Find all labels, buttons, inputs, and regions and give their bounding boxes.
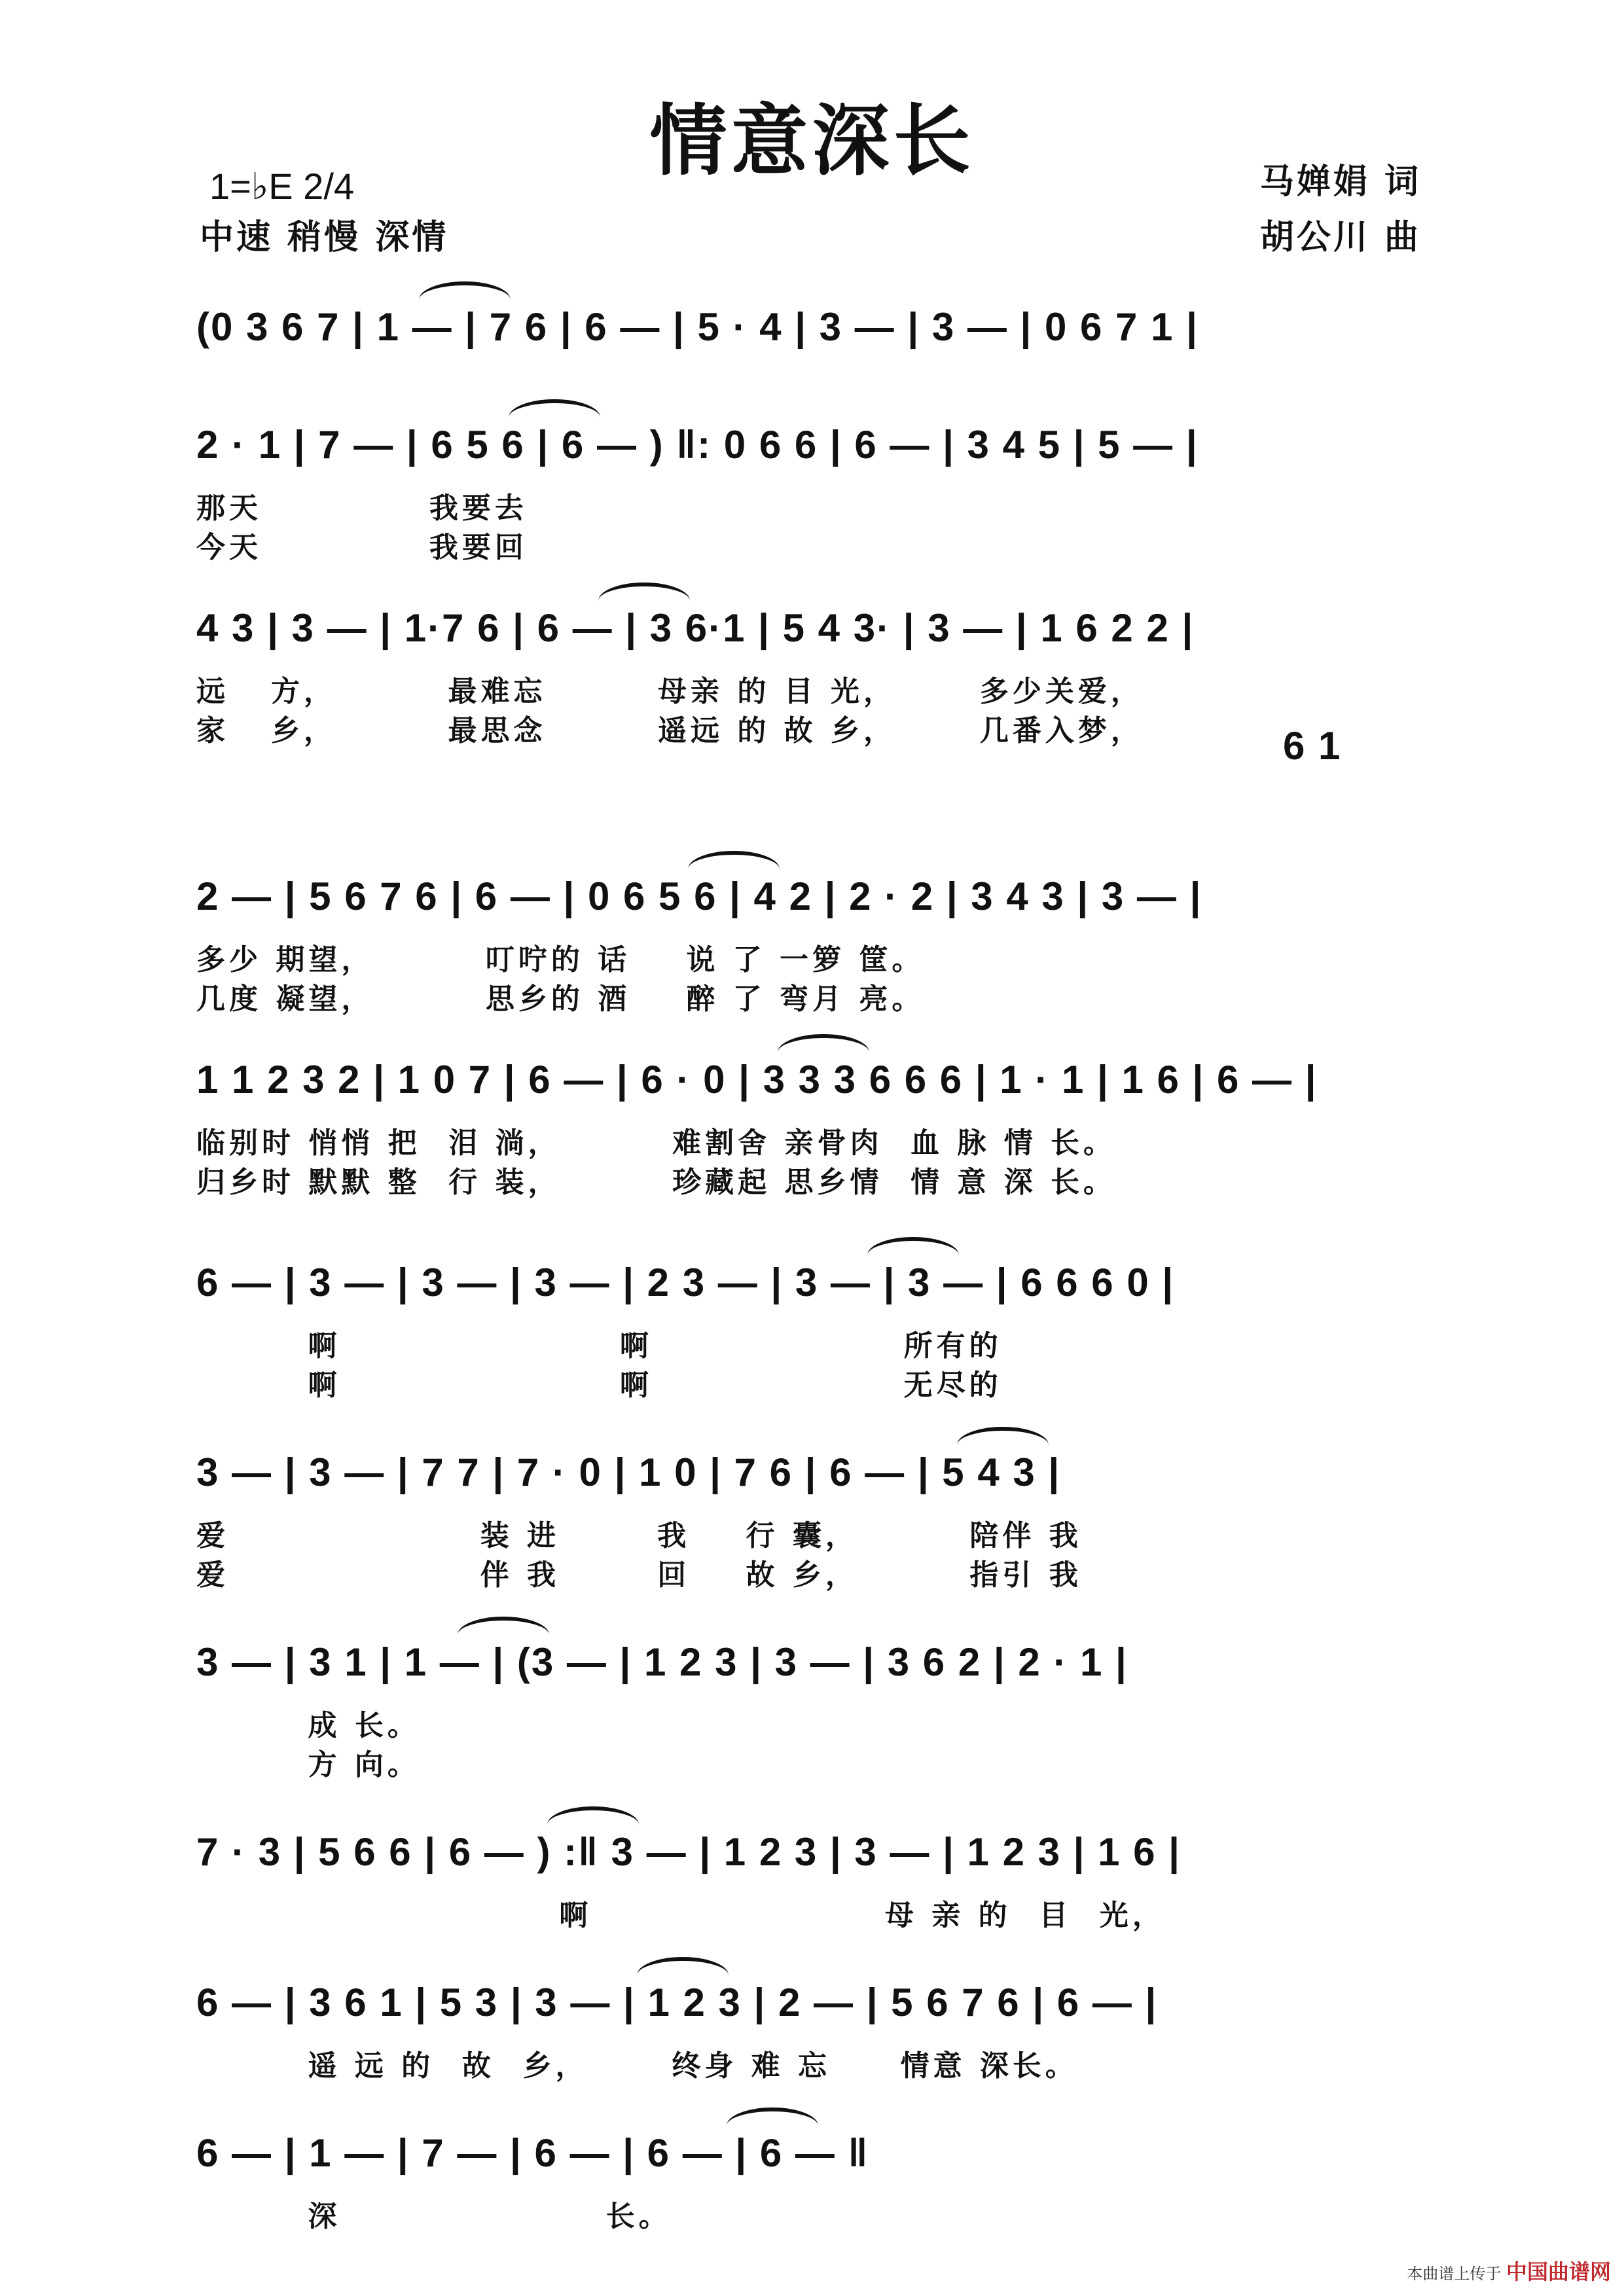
notation-line: 6 — | 3 6 1 | 5 3 | 3 — | 1 2 3 | 2 — | 5 6 7 6 | 6 — | [196, 1981, 1158, 2024]
composer-credit: 胡公川 曲 [1259, 218, 1421, 257]
lyric-line: 深 长。 [196, 2200, 672, 2233]
notation-line: 3 — | 3 1 | 1 — | (3 — | 1 2 3 | 3 — | 3 6 2 | 2 · 1 | [196, 1640, 1128, 1684]
lyric-line: 啊 啊 所有的 [196, 1329, 1002, 1363]
slur-mark [509, 399, 600, 418]
lyric-line: 方 向。 [196, 1748, 420, 1782]
lyric-line: 远 方， 最难忘 母亲 的 目 光， 多少关爱， [196, 675, 1144, 708]
score-system [196, 406, 1427, 564]
slur-mark [547, 1806, 639, 1825]
lyric-line: 几度 凝望， 思乡的 酒 醉 了 弯月 亮。 [196, 982, 925, 1016]
notation-line: (0 3 6 7 | 1 — | 7 6 | 6 — | 5 · 4 | 3 — | 3 — | 0 6 7 1 | [196, 305, 1199, 349]
notation-line: 1 1 2 3 2 | 1 0 7 | 6 — | 6 · 0 | 3 3 3 6 6 6 | 1 · 1 | 1 6 | 6 — | [196, 1058, 1318, 1102]
slur-mark [637, 1957, 729, 1975]
slur-mark [688, 851, 780, 869]
tempo-marking: 中速 稍慢 深情 [200, 218, 449, 257]
alternate-notes: 6 1 [1283, 724, 1342, 768]
site-footer [1407, 2255, 1611, 2286]
lyric-line: 那天 我要去 [196, 492, 528, 525]
lyric-line: 归乡时 默默 整 行 装， 珍藏起 思乡情 情 意 深 长。 [196, 1166, 1117, 1199]
site-logo-text: 中国曲谱网 [1506, 2259, 1611, 2284]
slur-mark [778, 1034, 869, 1052]
score-system [196, 857, 1427, 1016]
lyric-line: 啊 啊 无尽的 [196, 1369, 1002, 1402]
lyric-line: 遥 远 的 故 乡， 终身 难 忘 情意 深长。 [196, 2049, 1078, 2083]
key-signature: 1=♭E 2/4 [209, 166, 355, 207]
slur-mark [867, 1237, 959, 1255]
slur-mark [419, 281, 511, 300]
score-system [196, 1041, 1427, 1199]
lyricist-credit: 马婵娟 词 [1259, 162, 1421, 202]
score-system [196, 1813, 1427, 1932]
upload-text: 本曲谱上传于 [1407, 2265, 1502, 2283]
lyric-line: 家 乡， 最思念 遥远 的 故 乡， 几番入梦， [196, 714, 1144, 747]
slur-mark [598, 583, 690, 601]
notation-line: 2 · 1 | 7 — | 6 5 6 | 6 — ) ‖: 0 6 6 | 6 — | 3 4 5 | 5 — | [196, 423, 1199, 467]
slur-mark [458, 1617, 549, 1635]
notation-line: 6 — | 1 — | 7 — | 6 — | 6 — | 6 — ‖ [196, 2131, 869, 2175]
notation-line: 3 — | 3 — | 7 7 | 7 · 0 | 1 0 | 7 6 | 6 — | 5 4 3 | [196, 1450, 1061, 1494]
slur-mark [727, 2108, 818, 2126]
score-system [196, 589, 1427, 768]
notation-line: 7 · 3 | 5 6 6 | 6 — ) :‖ 3 — | 1 2 3 | 3 — | 1 2 3 | 1 6 | [196, 1830, 1181, 1874]
score-system [196, 1433, 1427, 1592]
notation-line: 4 3 | 3 — | 1·7 6 | 6 — | 3 6·1 | 5 4 3· | 3 — | 1 6 2 2 | [196, 606, 1195, 650]
score-system [196, 1964, 1427, 2083]
score-title: 情意深长 [649, 96, 975, 186]
notation-line: 2 — | 5 6 7 6 | 6 — | 0 6 5 6 | 4 2 | 2 · 2 | 3 4 3 | 3 — | [196, 874, 1202, 918]
score-system [196, 2114, 1427, 2233]
score-system [196, 288, 1427, 367]
notation-line: 6 — | 3 — | 3 — | 3 — | 2 3 — | 3 — | 3 — | 6 6 6 0 | [196, 1261, 1175, 1304]
lyric-line: 爱 伴 我 回 故 乡， 指引 我 [196, 1558, 1082, 1592]
lyric-line: 啊 母 亲 的 目 光， [196, 1899, 1165, 1932]
lyric-line: 成 长。 [196, 1709, 420, 1742]
slur-mark [957, 1427, 1049, 1445]
lyric-line: 临别时 悄悄 把 泪 淌， 难割舍 亲骨肉 血 脉 情 长。 [196, 1126, 1117, 1160]
lyric-line: 今天 我要回 [196, 531, 528, 564]
score-system [196, 1623, 1427, 1782]
lyric-line: 多少 期望， 叮咛的 话 说 了 一箩 筐。 [196, 943, 925, 977]
score-system [196, 1244, 1427, 1402]
lyric-line: 爱 装 进 我 行 囊， 陪伴 我 [196, 1519, 1082, 1552]
